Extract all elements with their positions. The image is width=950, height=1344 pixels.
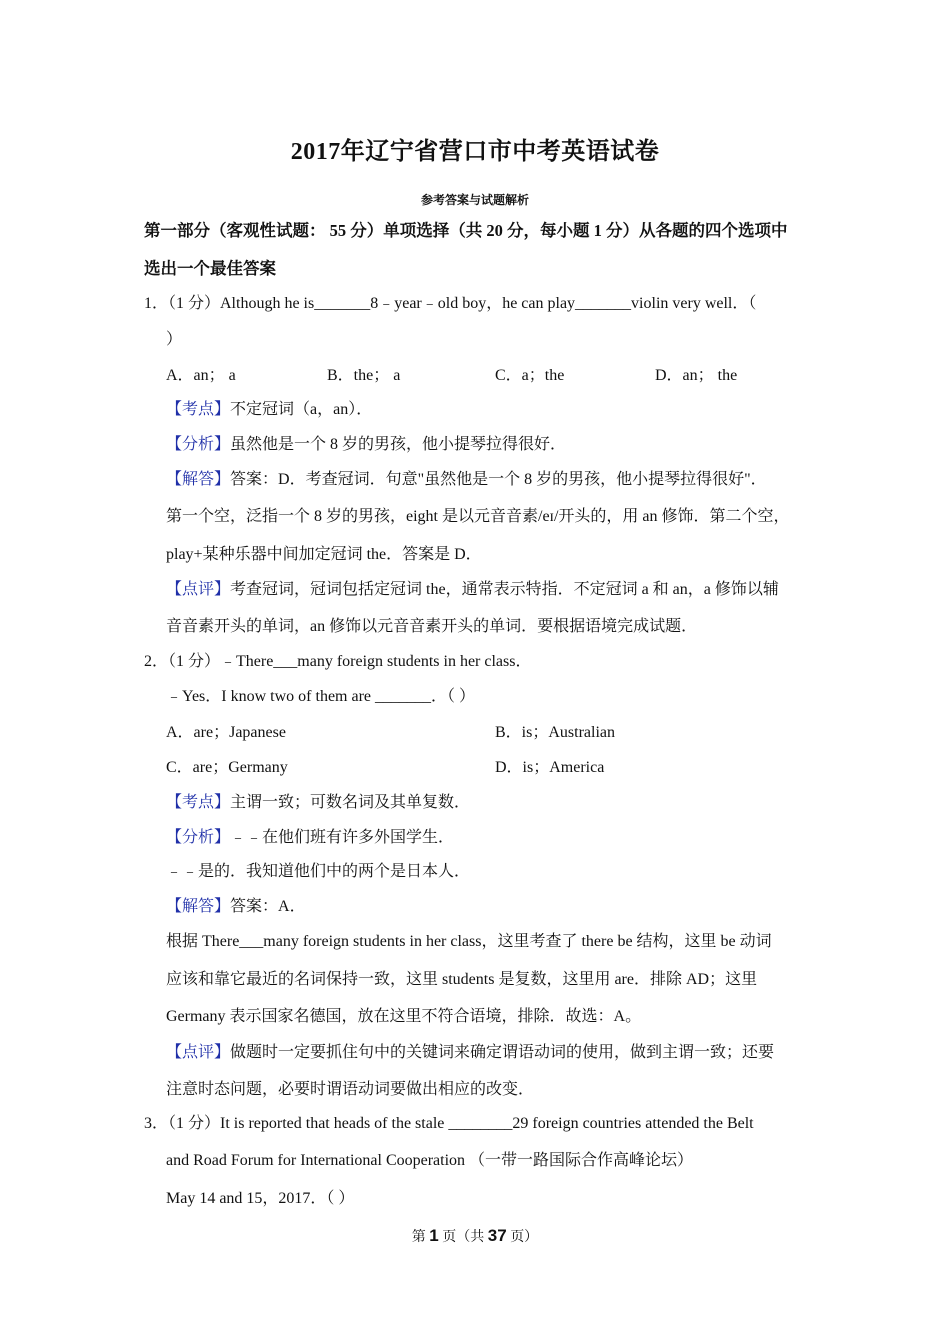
q3-stem-line-2: and Road Forum for International Cooperation （一带一路国际合作高峰论坛） — [166, 1152, 694, 1169]
kaodian-tag: 【考点】 — [166, 794, 231, 811]
q2-dianping — [166, 1042, 774, 1064]
q1-option-c: C．a；the — [495, 367, 565, 384]
section-heading-line-1: 第一部分（客观性试题： 55 分）单项选择（共 20 分，每小题 1 分）从各题的四个选项中 — [144, 221, 788, 240]
q2-option-c: C．are；Germany — [166, 759, 288, 776]
document-title: 2017年辽宁省营口市中考英语试卷 — [290, 139, 660, 165]
q1-kaodian-text: 不定冠词（a，an）． — [230, 401, 373, 418]
q1-fenxi-text: 虽然他是一个 8 岁的男孩，他小提琴拉得很好． — [230, 436, 567, 453]
q2-jieda-line-2: 根据 There___many foreign students in her class，这里考查了 there be 结构，这里 be 动词 — [166, 933, 772, 950]
q2-jieda-line-3: 应该和靠它最近的名词保持一致，这里 students 是复数，这里用 are．排除 AD；这里 — [166, 971, 758, 988]
dianping-tag: 【点评】 — [166, 581, 231, 598]
q1-option-b: B．the； a — [327, 367, 401, 384]
q2-dianping-line-2: 注意时态问题，必要时谓语动词要做出相应的改变． — [166, 1081, 535, 1098]
q1-dianping — [166, 579, 779, 601]
q1-fenxi — [166, 434, 566, 456]
q1-option-d: D．an； the — [655, 367, 738, 384]
q1-jieda-line-2: 第一个空，泛指一个 8 岁的男孩，eight 是以元音音素/eɪ/开头的，用 an 修饰．第二个空， — [166, 508, 790, 525]
q2-stem-line-2: ﹣Yes．I know two of them are _______．（ ） — [166, 688, 476, 705]
q2-option-d: D．is；America — [495, 759, 605, 776]
q1-option-a: A．an； a — [166, 367, 236, 384]
q2-option-b: B．is；Australian — [495, 724, 615, 741]
q2-option-a: A．are；Japanese — [166, 724, 286, 741]
q2-jieda — [166, 896, 306, 918]
section-heading-line-2: 选出一个最佳答案 — [144, 259, 276, 278]
q3-stem-line-3: May 14 and 15，2017．（ ） — [166, 1190, 355, 1207]
q2-dianping-text: 做题时一定要抓住句中的关键词来确定谓语动词的使用，做到主谓一致；还要 — [230, 1044, 775, 1061]
q2-jieda-line-4: Germany 表示国家名德国，放在这里不符合语境，排除．故选：A。 — [166, 1008, 642, 1025]
footer-middle: 页（共 — [438, 1230, 488, 1245]
q1-jieda-text: 答案：D．考查冠词．句意"虽然他是一个 8 岁的男孩，他小提琴拉得很好"． — [230, 471, 767, 488]
q1-stem-line-1: 1．（1 分）Although he is_______8﹣year﹣old boy，he can play_______violin very well．（ — [144, 295, 757, 312]
q1-dianping-text: 考查冠词，冠词包括定冠词 the，通常表示特指．不定冠词 a 和 an，a 修饰以辅 — [230, 581, 779, 598]
jieda-tag: 【解答】 — [166, 471, 231, 488]
kaodian-tag: 【考点】 — [166, 401, 231, 418]
footer-prefix: 第 — [411, 1230, 430, 1245]
q2-fenxi — [166, 827, 454, 849]
q1-dianping-line-2: 音音素开头的单词，an 修饰以元音音素开头的单词．要根据语境完成试题． — [166, 618, 698, 635]
q1-jieda — [166, 469, 767, 491]
q2-jieda-text: 答案：A． — [230, 898, 306, 915]
footer-total-pages: 37 — [487, 1226, 507, 1245]
q1-jieda-line-3: play+某种乐器中间加定冠词 the．答案是 D． — [166, 546, 482, 563]
jieda-tag: 【解答】 — [166, 898, 231, 915]
dianping-tag: 【点评】 — [166, 1044, 231, 1061]
fenxi-tag: 【分析】 — [166, 829, 231, 846]
fenxi-tag: 【分析】 — [166, 436, 231, 453]
q2-kaodian-text: 主谓一致；可数名词及其单复数． — [230, 794, 471, 811]
q2-fenxi-text: ﹣﹣在他们班有许多外国学生． — [230, 829, 455, 846]
q2-fenxi-line-2: ﹣﹣是的．我知道他们中的两个是日本人． — [166, 863, 471, 880]
document-subtitle: 参考答案与试题解析 — [420, 193, 529, 207]
q3-stem-line-1: 3．（1 分）It is reported that heads of the stale ________29 foreign countries attended the Belt — [144, 1115, 754, 1132]
footer-page-number: 1 — [429, 1226, 439, 1245]
q2-kaodian — [166, 792, 470, 814]
q1-stem-line-2: ） — [166, 331, 183, 348]
footer-suffix: 页） — [506, 1230, 539, 1245]
page-footer — [0, 1226, 950, 1246]
q2-stem-line-1: 2．（1 分）﹣There___many foreign students in her class． — [144, 653, 532, 670]
q1-kaodian — [166, 399, 372, 421]
